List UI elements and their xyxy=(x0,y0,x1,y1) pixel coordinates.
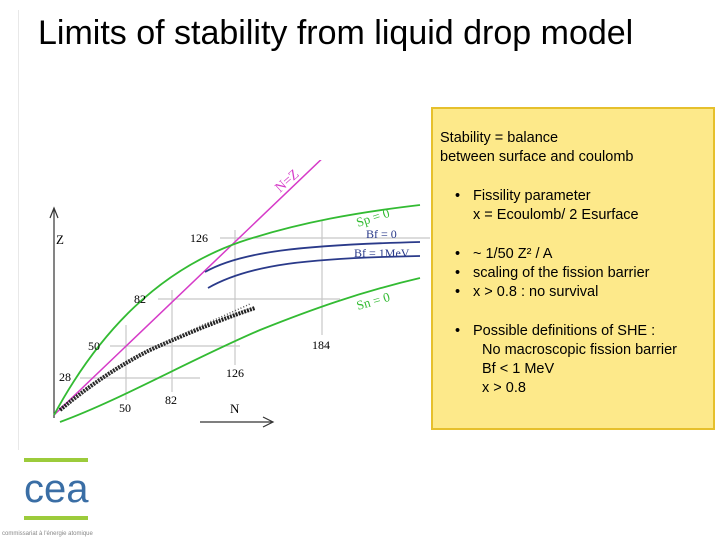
sn-line-label: Sn = 0 xyxy=(354,289,392,313)
definitions-line-3: Bf < 1 MeV xyxy=(482,361,555,377)
nz-line-label: N=Z xyxy=(272,167,303,196)
scaling-line-2: scaling of the fission barrier xyxy=(473,265,650,281)
nz-line xyxy=(54,160,352,415)
n126-label: 126 xyxy=(226,366,244,380)
intro-line-1: Stability = balance xyxy=(440,130,559,146)
definitions-line-1: Possible definitions of SHE : xyxy=(473,323,656,339)
nuclear-chart-figure xyxy=(40,160,430,430)
bf1-line-label: Bf = 1MeV xyxy=(354,246,410,260)
bf1-line xyxy=(208,256,420,288)
n-axis-label: N xyxy=(230,401,240,416)
definitions-line-2: No macroscopic fission barrier xyxy=(482,342,678,358)
n184-label: 184 xyxy=(312,338,330,352)
org-footer-text: commissariat à l'énergie atomique xyxy=(2,531,93,537)
z126-label: 126 xyxy=(190,231,208,245)
z-axis-label: Z xyxy=(56,232,64,247)
logo-text: cea xyxy=(24,467,89,511)
scaling-line-1: ~ 1/50 Z² / A xyxy=(473,246,553,262)
logo-top-bar xyxy=(24,458,88,462)
scaling-line-3: x > 0.8 : no survival xyxy=(473,284,599,300)
intro-line-2: between surface and coulomb xyxy=(440,149,634,165)
info-box xyxy=(431,107,715,430)
z82-label: 82 xyxy=(134,292,146,306)
bullet-dot: • xyxy=(455,323,461,339)
z28-label: 28 xyxy=(59,370,71,384)
bf0-line-label: Bf = 0 xyxy=(366,227,397,241)
z50-label: 50 xyxy=(88,339,100,353)
sp-line-label: Sp = 0 xyxy=(354,205,392,230)
n50-label: 50 xyxy=(119,401,131,415)
bullet-dot: • xyxy=(455,284,461,300)
bullet-definitions xyxy=(440,322,677,398)
bullet-dot: • xyxy=(455,265,461,281)
logo-bottom-bar xyxy=(24,516,88,520)
cea-logo xyxy=(24,458,94,524)
fissility-line-2: x = Ecoulomb/ 2 Esurface xyxy=(473,207,639,223)
n82-label: 82 xyxy=(165,393,177,407)
bullet-fissility xyxy=(440,187,639,225)
fissility-line-1: Fissility parameter xyxy=(473,188,591,204)
bullet-dot: • xyxy=(455,188,461,204)
slide-edge-line xyxy=(18,10,19,450)
slide-title: Limits of stability from liquid drop model xyxy=(38,14,634,52)
bullet-dot: • xyxy=(455,246,461,262)
intro-text xyxy=(440,129,633,167)
definitions-line-4: x > 0.8 xyxy=(482,380,526,396)
